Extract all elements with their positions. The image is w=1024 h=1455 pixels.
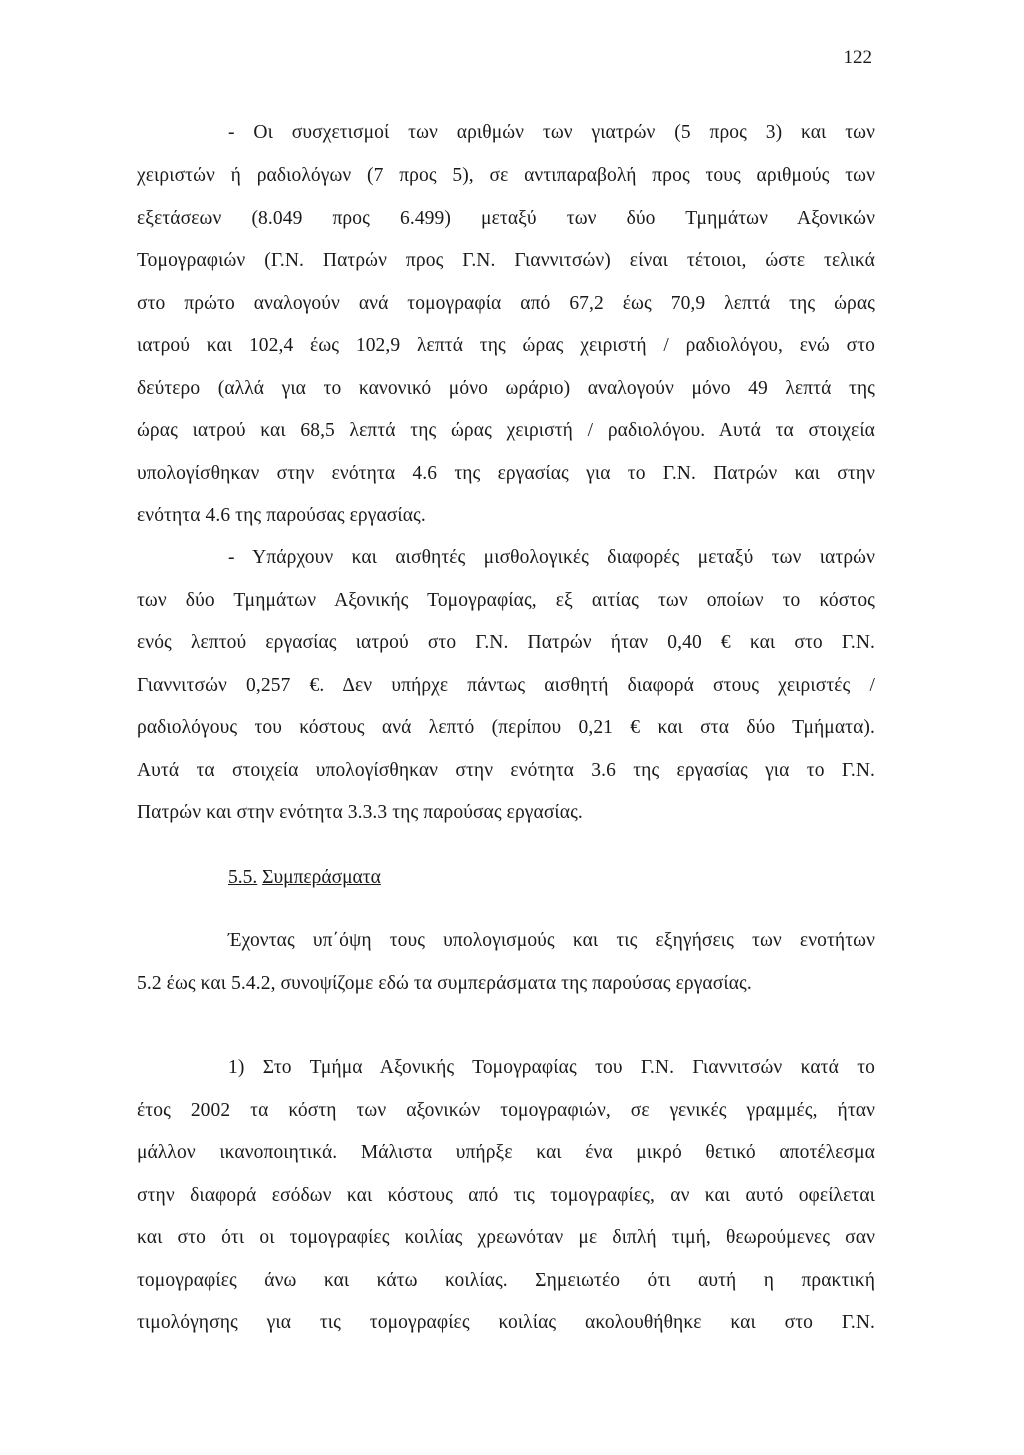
- paragraph-1-line: υπολογίσθηκαν στην ενότητα 4.6 της εργασίας για το Γ.Ν. Πατρών και στην: [137, 463, 875, 484]
- paragraph-1-line: χειριστών ή ραδιολόγων (7 προς 5), σε αντιπαραβολή προς τους αριθμούς των: [137, 165, 875, 186]
- paragraph-2-line: Γιαννιτσών 0,257 €. Δεν υπήρχε πάντως αισθητή διαφορά στους χειριστές /: [137, 675, 875, 696]
- paragraph-3-line: Έχοντας υπ΄όψη τους υπολογισμούς και τις εξηγήσεις των ενοτήτων: [228, 930, 875, 951]
- paragraph-2-line: Αυτά τα στοιχεία υπολογίσθηκαν στην ενότητα 3.6 της εργασίας για το Γ.Ν.: [137, 760, 875, 781]
- paragraph-1-line: Τομογραφιών (Γ.Ν. Πατρών προς Γ.Ν. Γιαννιτσών) είναι τέτοιοι, ώστε τελικά: [137, 250, 875, 271]
- paragraph-2-line: - Υπάρχουν και αισθητές μισθολογικές διαφορές μεταξύ των ιατρών: [228, 547, 875, 568]
- paragraph-4-line: τομογραφίες άνω και κάτω κοιλίας. Σημειωτέο ότι αυτή η πρακτική: [137, 1270, 875, 1291]
- paragraph-4-line: έτος 2002 τα κόστη των αξονικών τομογραφιών, σε γενικές γραμμές, ήταν: [137, 1100, 875, 1121]
- paragraph-1-line: ώρας ιατρού και 68,5 λεπτά της ώρας χειριστή / ραδιολόγου. Αυτά τα στοιχεία: [137, 420, 875, 441]
- section-heading: [228, 866, 381, 890]
- section-number: 5.5.: [228, 867, 258, 888]
- paragraph-1-line: ιατρού και 102,4 έως 102,9 λεπτά της ώρας χειριστή / ραδιολόγου, ενώ στο: [137, 335, 875, 356]
- paragraph-4-line: τιμολόγησης για τις τομογραφίες κοιλίας ακολουθήθηκε και στο Γ.Ν.: [137, 1312, 875, 1333]
- paragraph-1-line: στο πρώτο αναλογούν ανά τομογραφία από 67,2 έως 70,9 λεπτά της ώρας: [137, 293, 875, 314]
- paragraph-2-line: ραδιολόγους του κόστους ανά λεπτό (περίπου 0,21 € και στα δύο Τμήματα).: [137, 717, 875, 738]
- paragraph-3-line: 5.2 έως και 5.4.2, συνοψίζομε εδώ τα συμπεράσματα της παρούσας εργασίας.: [137, 973, 752, 994]
- paragraph-2-line: Πατρών και στην ενότητα 3.3.3 της παρούσας εργασίας.: [137, 802, 583, 823]
- paragraph-2-line: ενός λεπτού εργασίας ιατρού στο Γ.Ν. Πατρών ήταν 0,40 € και στο Γ.Ν.: [137, 632, 875, 653]
- paragraph-4-line: μάλλον ικανοποιητικά. Μάλιστα υπήρξε και ένα μικρό θετικό αποτέλεσμα: [137, 1142, 875, 1163]
- paragraph-2-line: των δύο Τμημάτων Αξονικής Τομογραφίας, εξ αιτίας των οποίων το κόστος: [137, 590, 875, 611]
- paragraph-1-line: - Οι συσχετισμοί των αριθμών των γιατρών (5 προς 3) και των: [228, 122, 875, 143]
- paragraph-1-line: ενότητα 4.6 της παρούσας εργασίας.: [137, 505, 426, 526]
- paragraph-4-line: και στο ότι οι τομογραφίες κοιλίας χρεωνόταν με διπλή τιμή, θεωρούμενες σαν: [137, 1227, 875, 1248]
- page-number: 122: [843, 47, 872, 68]
- paragraph-4-line: στην διαφορά εσόδων και κόστους από τις τομογραφίες, αν και αυτό οφείλεται: [137, 1185, 875, 1206]
- paragraph-1-line: δεύτερο (αλλά για το κανονικό μόνο ωράριο) αναλογούν μόνο 49 λεπτά της: [137, 378, 875, 399]
- section-title: Συμπεράσματα: [262, 867, 381, 888]
- paragraph-4-line: 1) Στο Τμήμα Αξονικής Τομογραφίας του Γ.Ν. Γιαννιτσών κατά το: [228, 1057, 875, 1078]
- paragraph-1-line: εξετάσεων (8.049 προς 6.499) μεταξύ των δύο Τμημάτων Αξονικών: [137, 208, 875, 229]
